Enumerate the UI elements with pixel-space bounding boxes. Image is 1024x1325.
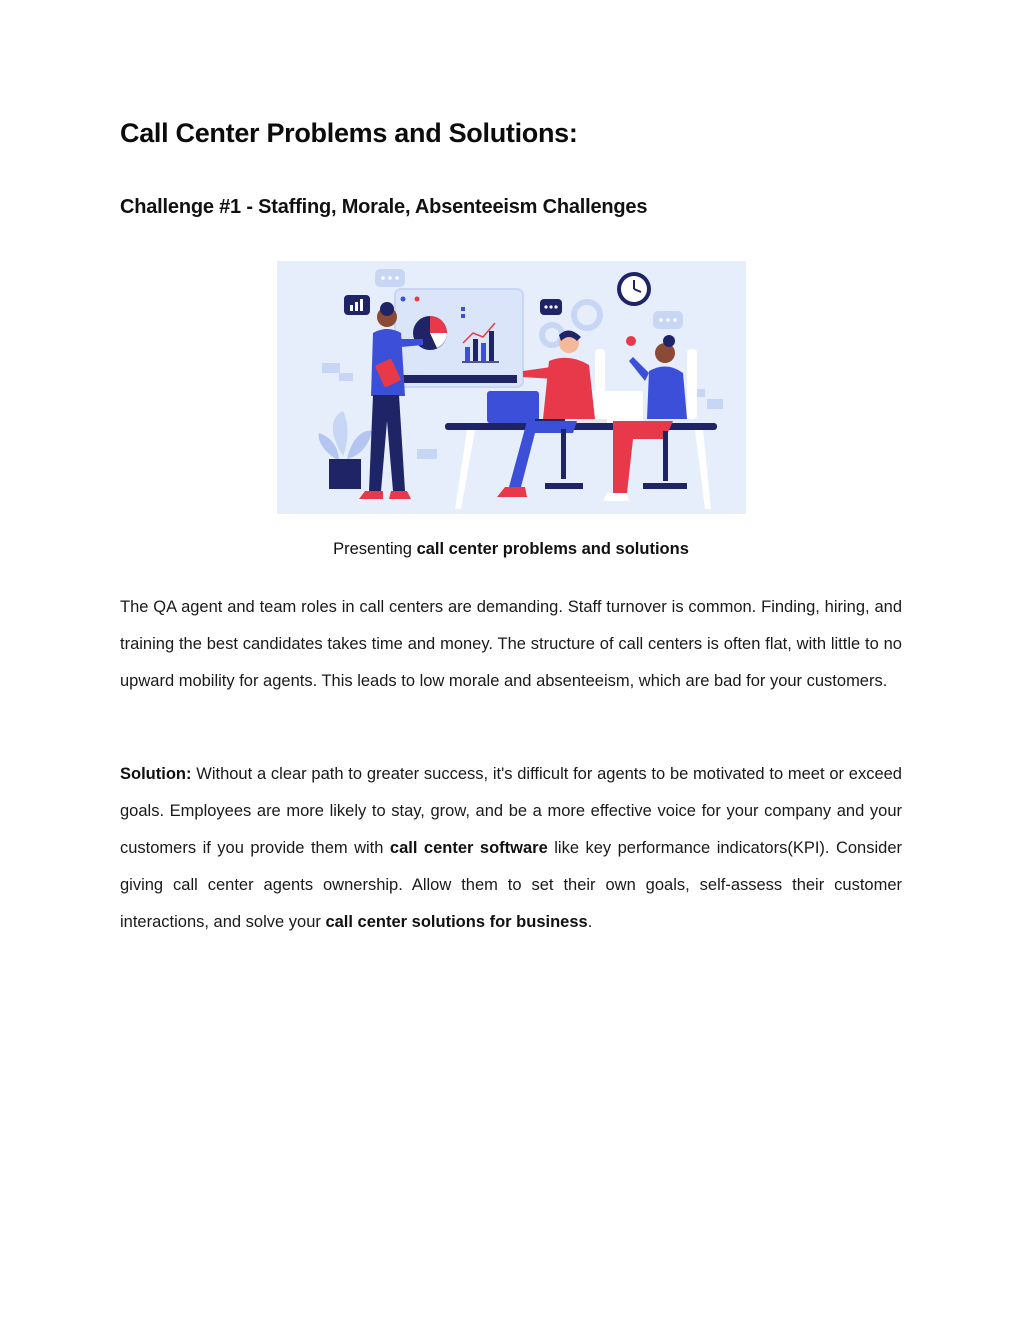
caption-prefix: Presenting [333, 540, 417, 558]
call-center-software-term: call center software [389, 839, 548, 857]
solution-text-2: like key performance indicators(KPI). Consider giving call center agents ownership. Allow them to set their own goals, self-assess their customer interactions, and solve your [120, 839, 902, 931]
chart-bubble-icon [344, 295, 370, 315]
solution-paragraph [120, 756, 902, 941]
page-title: Call Center Problems and Solutions: [120, 118, 578, 148]
solution-label: Solution: [120, 765, 192, 783]
caption-bold: call center problems and solutions [416, 540, 689, 558]
solution-text-3: . [587, 913, 593, 931]
clock-icon [617, 272, 651, 306]
challenge-paragraph: The QA agent and team roles in call centers are demanding. Staff turnover is common. Finding, hiring, and training the best candidates takes time and money. The structure of call centers is often flat, with little to no upward mobility for agents. This leads to low morale and absenteeism, which are bad for your customers. [120, 598, 902, 690]
solution-text-1: Without a clear path to greater success, it's difficult for agents to be motivated to meet or exceed goals. Employees are more likely to stay, grow, and be a more effective voice for your company and your customers if you provide them with [120, 765, 902, 857]
call-center-solutions-term: call center solutions for business [325, 913, 588, 931]
figure-caption [120, 540, 902, 559]
challenge-heading: Challenge #1 - Staffing, Morale, Absenteeism Challenges [120, 196, 648, 218]
plant-icon [319, 411, 372, 489]
team-meeting-illustration [277, 261, 746, 514]
